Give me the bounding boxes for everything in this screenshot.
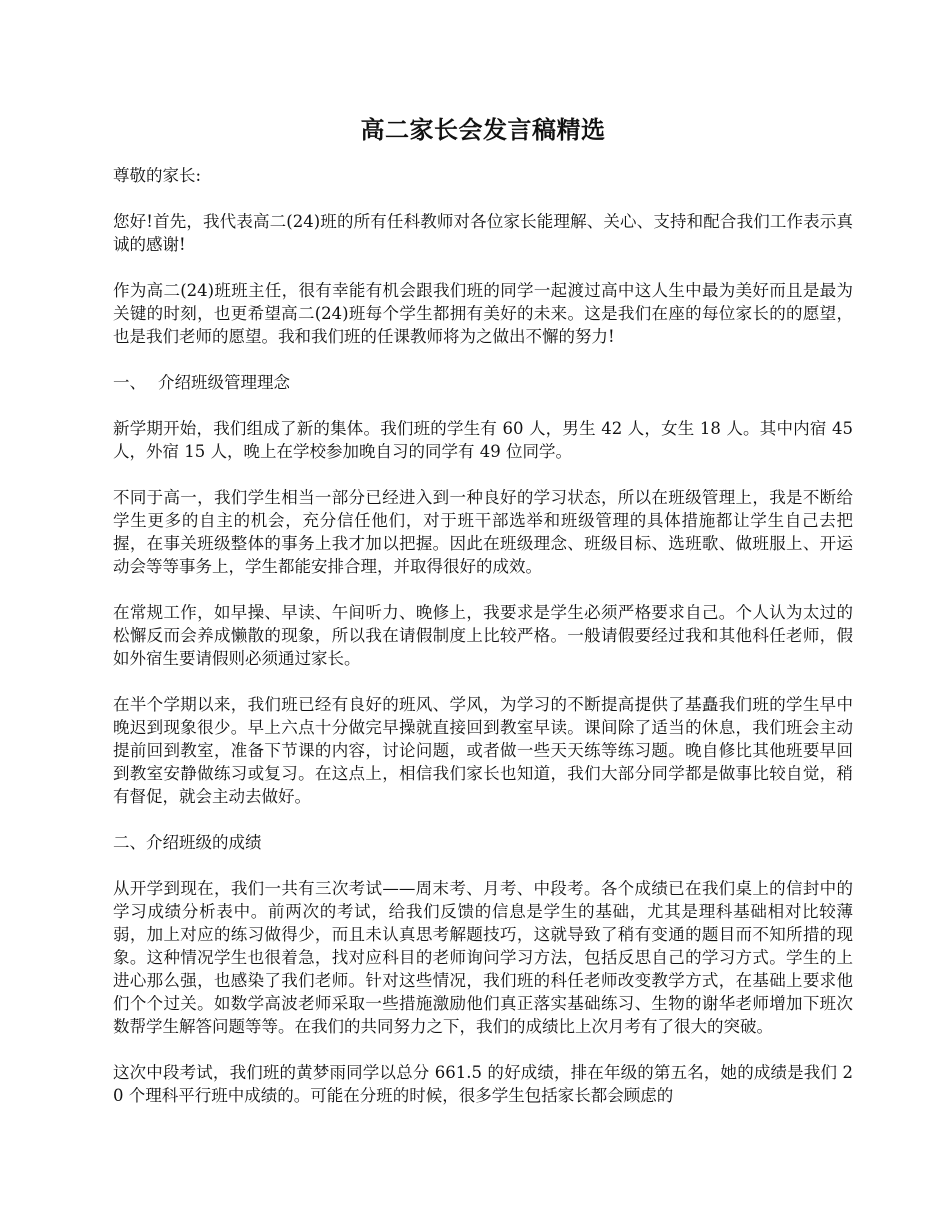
section-1-title: 介绍班级管理理念 [158, 373, 290, 392]
section-2-heading: 二、介绍班级的成绩 [113, 833, 262, 852]
section-1-paragraph-4: 在半个学期以来，我们班已经有良好的班风、学风，为学习的不断提高提供了基矗我们班的学生早中晚迟到现象很少。早上六点十分做完早操就直接回到教室早读。课间除了适当的休息，我们班会主动提前回到教室，准备下节课的内容，讨论问题，或者做一些天天练等练习题。晚自修比其他班要早回到教室安静做练习或复习。在这点上，相信我们家长也知道，我们大部分同学都是做事比较自觉，稍有督促，就会主动去做好。 [113, 695, 853, 806]
section-1-number: 一、 [113, 373, 146, 392]
section-2-paragraph-1: 从开学到现在，我们一共有三次考试——周末考、月考、中段考。各个成绩已在我们桌上的信封中的学习成绩分析表中。前两次的考试，给我们反馈的信息是学生的基础，尤其是理科基础相对比较薄弱，加上对应的练习做得少，而且未认真思考解题技巧，这就导致了稍有变通的题目而不知所措的现象。这种情况学生也很着急，找对应科目的老师询问学习方法，包括反思自己的学习方式。学生的上进心那么强，也感染了我们老师。针对这些情况，我们班的科任老师改变教学方式，在基础上要求他们个个过关。如数学高波老师采取一些措施激励他们真正落实基础练习、生物的谢华老师增加下班次数帮学生解答问题等等。在我们的共同努力之下，我们的成绩比上次月考有了很大的突破。 [113, 879, 853, 1036]
section-1-paragraph-3: 在常规工作，如早操、早读、午间听力、晚修上，我要求是学生必须严格要求自己。个人认为太过的松懈反而会养成懒散的现象，所以我在请假制度上比较严格。一般请假要经过我和其他科任老师，假如外宿生要请假则必须通过家长。 [113, 603, 853, 668]
intro-paragraph-1: 您好!首先，我代表高二(24)班的所有任科教师对各位家长能理解、关心、支持和配合我们工作表示真诚的感谢! [113, 212, 853, 254]
section-1-heading [113, 371, 853, 394]
section-1-paragraph-1: 新学期开始，我们组成了新的集体。我们班的学生有 60 人，男生 42 人，女生 18 人。其中内宿 45 人，外宿 15 人，晚上在学校参加晚自习的同学有 49 位同学。 [113, 419, 853, 461]
section-1-paragraph-2: 不同于高一，我们学生相当一部分已经进入到一种良好的学习状态，所以在班级管理上，我是不断给学生更多的自主的机会，充分信任他们，对于班干部选举和班级管理的具体措施都让学生自己去把握，在事关班级整体的事务上我才加以把握。因此在班级理念、班级目标、选班歌、做班服上、开运动会等等事务上，学生都能安排合理，并取得很好的成效。 [113, 488, 853, 576]
document-title: 高二家长会发言稿精选 [360, 116, 606, 144]
document-body [113, 112, 853, 1130]
section-2-paragraph-2: 这次中段考试，我们班的黄梦雨同学以总分 661.5 的好成绩，排在年级的第五名，她的成绩是我们 20 个理科平行班中成绩的。可能在分班的时候，很多学生包括家长都会顾虑的 [113, 1063, 853, 1105]
salutation: 尊敬的家长: [113, 166, 202, 185]
intro-paragraph-2: 作为高二(24)班班主任，很有幸能有机会跟我们班的同学一起渡过高中这人生中最为美好而且是最为关键的时刻，也更希望高二(24)班每个学生都拥有美好的未来。这是我们在座的每位家长的的愿望，也是我们老师的愿望。我和我们班的任课教师将为之做出不懈的努力! [113, 281, 853, 346]
